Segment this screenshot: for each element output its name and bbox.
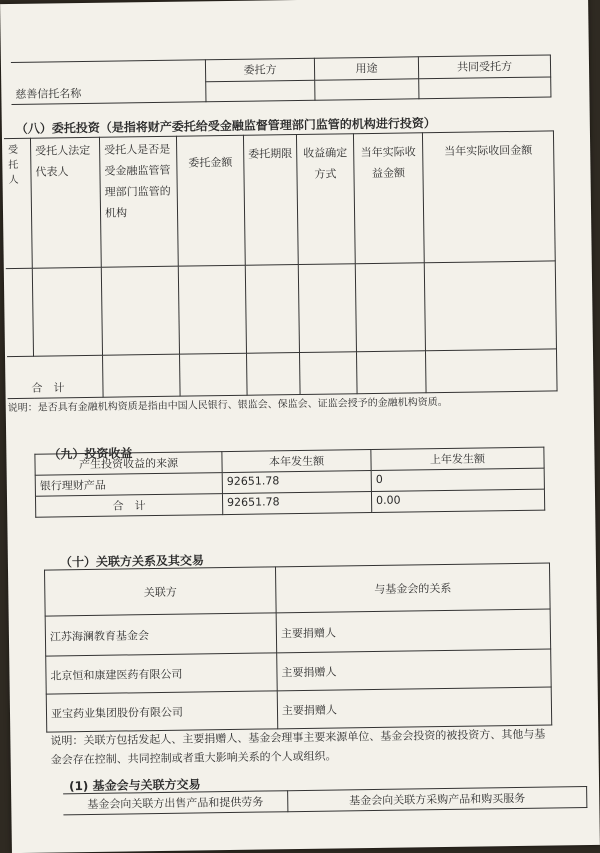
col-income-method: 收益确定方式: [296, 134, 355, 265]
related-relation-cell: 主要捐赠人: [276, 609, 551, 653]
col-term: 委托期限: [243, 135, 298, 266]
related-parties-table: [44, 563, 552, 733]
related-party-cell: 江苏海澜教育基金会: [45, 613, 277, 656]
section-8-title: （八）委托投资（是指将财产委托给受金融监督管理部门监管的机构进行投资）: [15, 116, 436, 136]
col-amount: 委托金额: [176, 135, 245, 266]
income-current-cell: 92651.78: [222, 471, 371, 494]
table-row: [45, 609, 551, 656]
related-header-relation: 与基金会的关系: [275, 563, 550, 613]
entrusted-investment-table: [4, 130, 558, 399]
income-header-previous: 上年发生额: [371, 447, 544, 470]
income-source-cell: 合 计: [35, 494, 222, 518]
trust-col-entruster: 委托方: [205, 58, 314, 82]
trust-col-purpose: 用途: [314, 57, 418, 80]
col-legal-rep: 受托人法定代表人: [30, 137, 101, 268]
income-header-source: 产生投资收益的来源: [35, 452, 222, 476]
related-relation-cell: 主要捐赠人: [277, 687, 552, 729]
col-actual-recovered: 当年实际收回金额: [422, 131, 555, 263]
section-10-title: （十）关联方关系及其交易: [59, 553, 205, 570]
related-party-cell: 北京恒和康建医药有限公司: [46, 653, 278, 694]
trust-col-co-trustee: 共同受托方: [418, 55, 550, 79]
section-8-note: 说明：是否具有金融机构资质是指由中国人民银行、银监会、保监会、证监会授予的金融机构资质。: [7, 396, 448, 415]
section-9-title: （九）投资收益: [48, 446, 133, 462]
col-regulated: 受托人是否是受金融监管管理部门监管的机构: [99, 136, 178, 267]
income-previous-cell: 0.00: [371, 489, 544, 512]
income-previous-cell: 0: [371, 468, 544, 491]
income-source-cell: 银行理财产品: [35, 473, 222, 497]
total-row-label: 合 计: [7, 355, 103, 398]
col-trustee: 受托人: [4, 138, 32, 268]
related-header-party: 关联方: [45, 567, 277, 616]
section-10-note: 说明：关联方包括发起人、主要捐赠人、基金会理事主要来源单位、基金会投资的被投资方、其他与基金会存在控制、共同控制或者重大影响关系的个人或组织。: [50, 727, 546, 767]
charity-trust-label: 慈善信托名称: [11, 60, 206, 105]
income-current-cell: 92651.78: [222, 492, 371, 515]
related-relation-cell: 主要捐赠人: [277, 649, 552, 691]
charity-trust-table: [11, 54, 552, 105]
transactions-title: (1) 基金会与关联方交易: [68, 777, 201, 794]
col-actual-income: 当年实际收益金额: [353, 133, 424, 264]
transactions-header-buy: 基金会向关联方采购产品和购买服务: [288, 787, 587, 812]
investment-income-table: [34, 447, 545, 518]
income-header-current: 本年发生额: [222, 450, 371, 473]
transactions-header-sell: 基金会向关联方出售产品和提供劳务: [63, 791, 288, 815]
related-party-cell: 亚宝药业集团股份有限公司: [46, 691, 278, 732]
